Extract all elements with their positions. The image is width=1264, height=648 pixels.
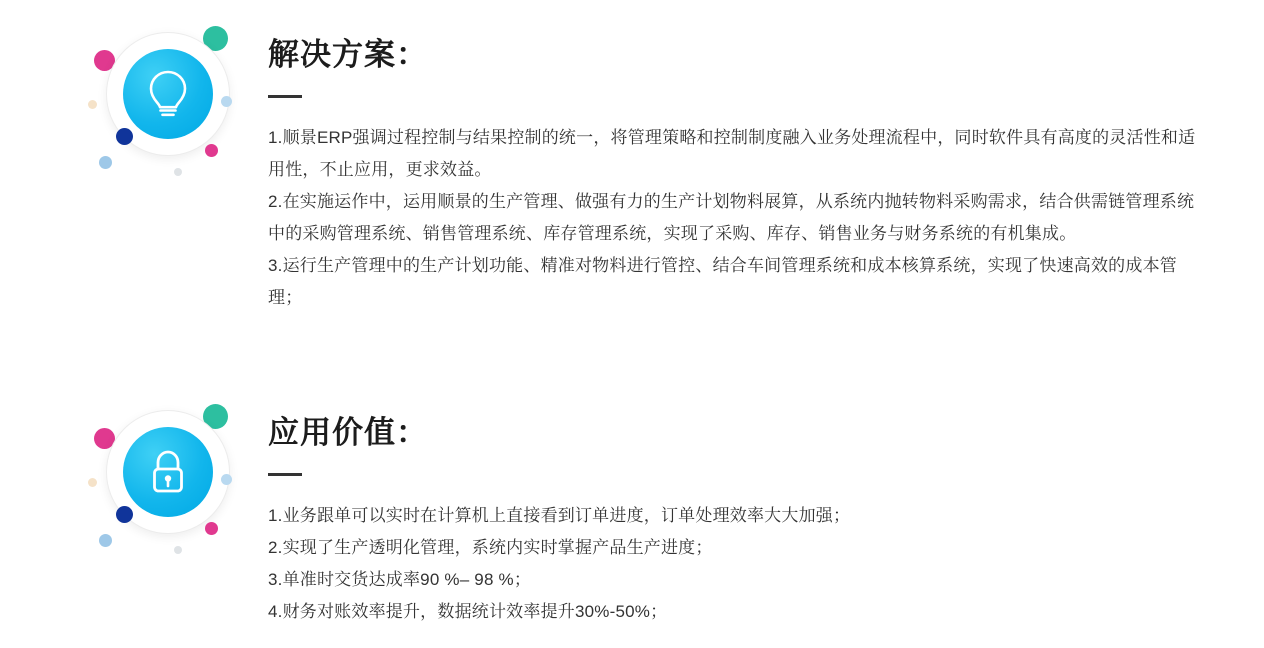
icon-cluster-solution: [78, 18, 258, 178]
decorative-dot-navy: [116, 506, 133, 523]
decorative-dot-lightblue-small: [221, 96, 232, 107]
body-line: 4.财务对账效率提升，数据统计效率提升30%-50%；: [268, 602, 668, 622]
section-heading: 解决方案：: [268, 37, 428, 72]
lightbulb-icon: [123, 49, 213, 139]
decorative-dot-lightblue: [99, 156, 112, 169]
body-line: 1.业务跟单可以实时在计算机上直接看到订单进度，订单处理效率大大加强；: [268, 506, 851, 526]
body-line: 3.运行生产管理中的生产计划功能、精准对物料进行管控、结合车间管理系统和成本核算系统，实现了快速高效的成本管理；: [268, 256, 1177, 308]
body-line: 2.在实施运作中，运用顺景的生产管理、做强有力的生产计划物料展算，从系统内抛转物料采购需求，结合供需链管理系统中的采购管理系统、销售管理系统、库存管理系统，实现了采购、库存、销售业务与财务系统的有机集成。: [268, 192, 1195, 244]
heading-divider: [268, 473, 302, 476]
section-body: [268, 500, 1208, 628]
body-line: 3.单准时交货达成率90 %– 98 %；: [268, 570, 532, 590]
decorative-dot-navy: [116, 128, 133, 145]
decorative-dot-lightblue: [99, 534, 112, 547]
section-heading: 应用价值：: [268, 415, 428, 450]
body-line: 1.顺景ERP强调过程控制与结果控制的统一，将管理策略和控制制度融入业务处理流程中，同时软件具有高度的灵活性和适用性，不止应用，更求效益。: [268, 128, 1196, 180]
decorative-dot-cream: [88, 100, 97, 109]
decorative-dot-grey: [174, 168, 182, 176]
decorative-dot-pink: [205, 522, 218, 535]
decorative-dot-grey: [174, 546, 182, 554]
decorative-dot-pink: [205, 144, 218, 157]
section-body: [268, 122, 1208, 314]
content-solution: [268, 36, 1208, 314]
decorative-dot-lightblue-small: [221, 474, 232, 485]
content-value: [268, 414, 1208, 628]
body-line: 2.实现了生产透明化管理，系统内实时掌握产品生产进度；: [268, 538, 713, 558]
icon-cluster-value: [78, 396, 258, 556]
lock-icon: [123, 427, 213, 517]
decorative-dot-cream: [88, 478, 97, 487]
heading-divider: [268, 95, 302, 98]
